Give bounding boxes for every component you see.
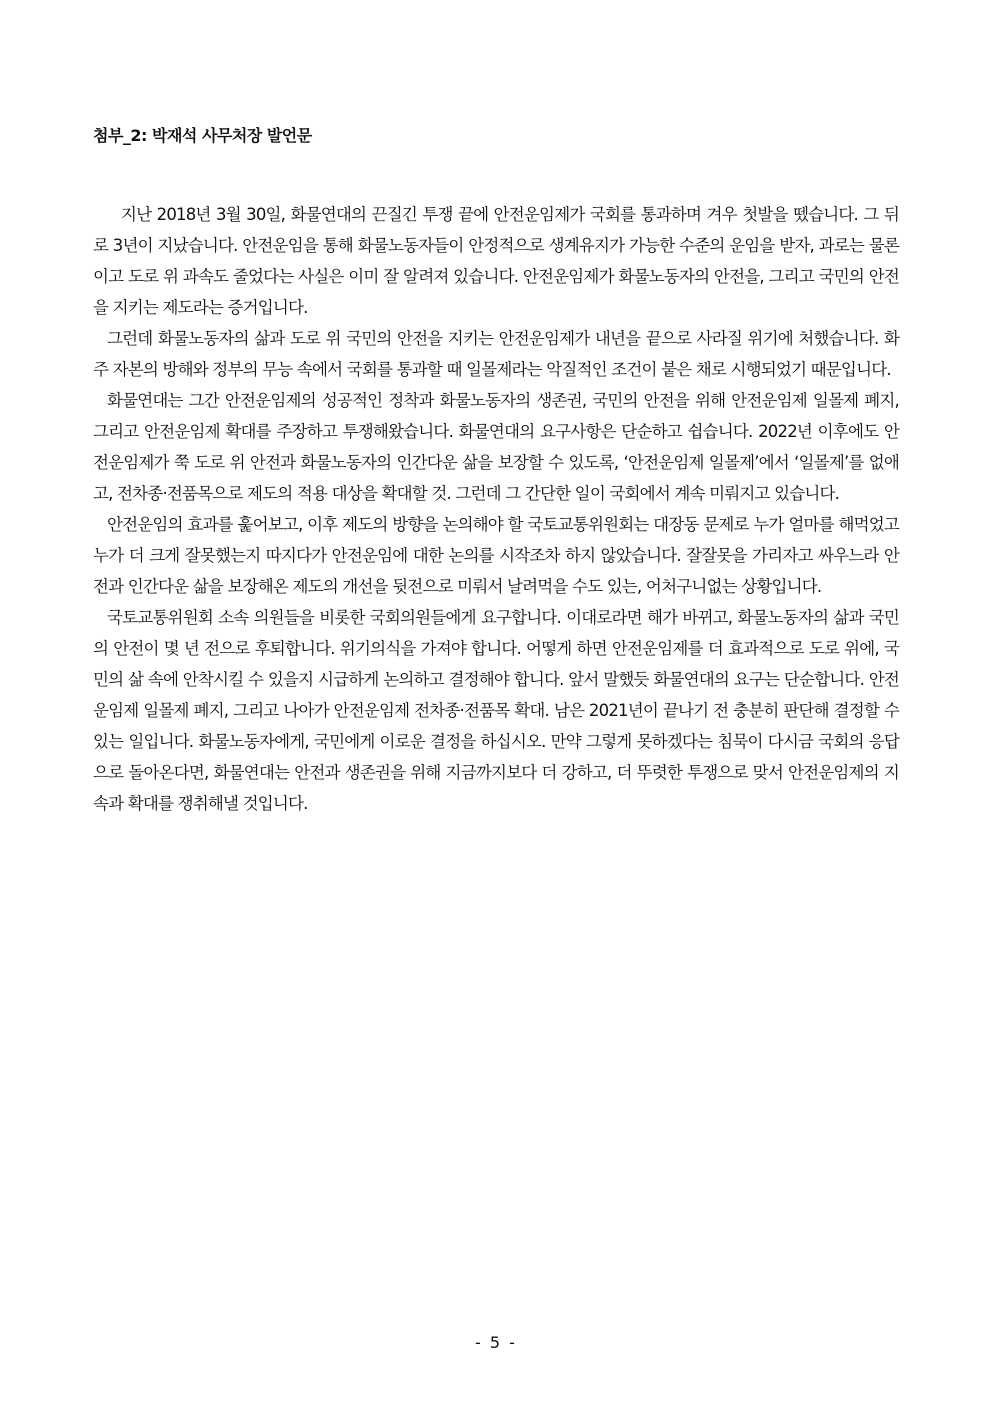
paragraph-1: 지난 2018년 3월 30일, 화물연대의 끈질긴 투쟁 끝에 안전운임제가 국회를 통과하며 겨우 첫발을 뗐습니다. 그 뒤로 3년이 지났습니다. 안전운임을 통해 화물노동자들이 안정적으로 생계유지가 가능한 수준의 운임을 받자, 과로는 물론이고 도로 위 과속도 줄었다는 사실은 이미 잘 알려져 있습니다. 안전운임제가 화물노동자의 안전을, 그리고 국민의 안전을 지키는 제도라는 증거입니다. <box>93 205 899 317</box>
paragraph-4: 안전운임의 효과를 훑어보고, 이후 제도의 방향을 논의해야 할 국토교통위원회는 대장동 문제로 누가 얼마를 해먹었고 누가 더 크게 잘못했는지 따지다가 안전운임에 대한 논의를 시작조차 하지 않았습니다. 잘잘못을 가리자고 싸우느라 안전과 인간다운 삶을 보장해온 제도의 개선을 뒷전으로 미뤄서 날려먹을 수도 있는, 어처구니없는 상황입니다. <box>93 515 899 596</box>
attachment-heading: 첨부_2: 박재석 사무처장 발언문 <box>93 126 312 145</box>
paragraph-5: 국토교통위원회 소속 의원들을 비롯한 국회의원들에게 요구합니다. 이대로라면 해가 바뀌고, 화물노동자의 삶과 국민의 안전이 몇 년 전으로 후퇴합니다. 위기의식을 가져야 합니다. 어떻게 하면 안전운임제를 더 효과적으로 도로 위에, 국민의 삶 속에 안착시킬 수 있을지 시급하게 논의하고 결정해야 합니다. 앞서 말했듯 화물연대의 요구는 단순합니다. 안전운임제 일몰제 폐지, 그리고 나아가 안전운임제 전차종·전품목 확대. 남은 2021년이 끝나기 전 충분히 판단해 결정할 수 있는 일입니다. 화물노동자에게, 국민에게 이로운 결정을 하십시오. 만약 그렇게 못하겠다는 침묵이 다시금 국회의 응답으로 돌아온다면, 화물연대는 안전과 생존권을 위해 지금까지보다 더 강하고, 더 뚜렷한 투쟁으로 맞서 안전운임제의 지속과 확대를 쟁취해낼 것입니다. <box>93 608 899 813</box>
statement-body <box>93 199 899 819</box>
page-number: - 5 - <box>475 1333 517 1352</box>
paragraph-2: 그런데 화물노동자의 삶과 도로 위 국민의 안전을 지키는 안전운임제가 내년을 끝으로 사라질 위기에 처했습니다. 화주 자본의 방해와 정부의 무능 속에서 국회를 통과할 때 일몰제라는 악질적인 조건이 붙은 채로 시행되었기 때문입니다. <box>93 329 899 379</box>
paragraph-3: 화물연대는 그간 안전운임제의 성공적인 정착과 화물노동자의 생존권, 국민의 안전을 위해 안전운임제 일몰제 폐지, 그리고 안전운임제 확대를 주장하고 투쟁해왔습니다. 화물연대의 요구사항은 단순하고 쉽습니다. 2022년 이후에도 안전운임제가 쭉 도로 위 안전과 화물노동자의 인간다운 삶을 보장할 수 있도록, ‘안전운임제 일몰제’에서 ‘일몰제’를 없애고, 전차종·전품목으로 제도의 적용 대상을 확대할 것. 그런데 그 간단한 일이 국회에서 계속 미뤄지고 있습니다. <box>93 391 899 503</box>
